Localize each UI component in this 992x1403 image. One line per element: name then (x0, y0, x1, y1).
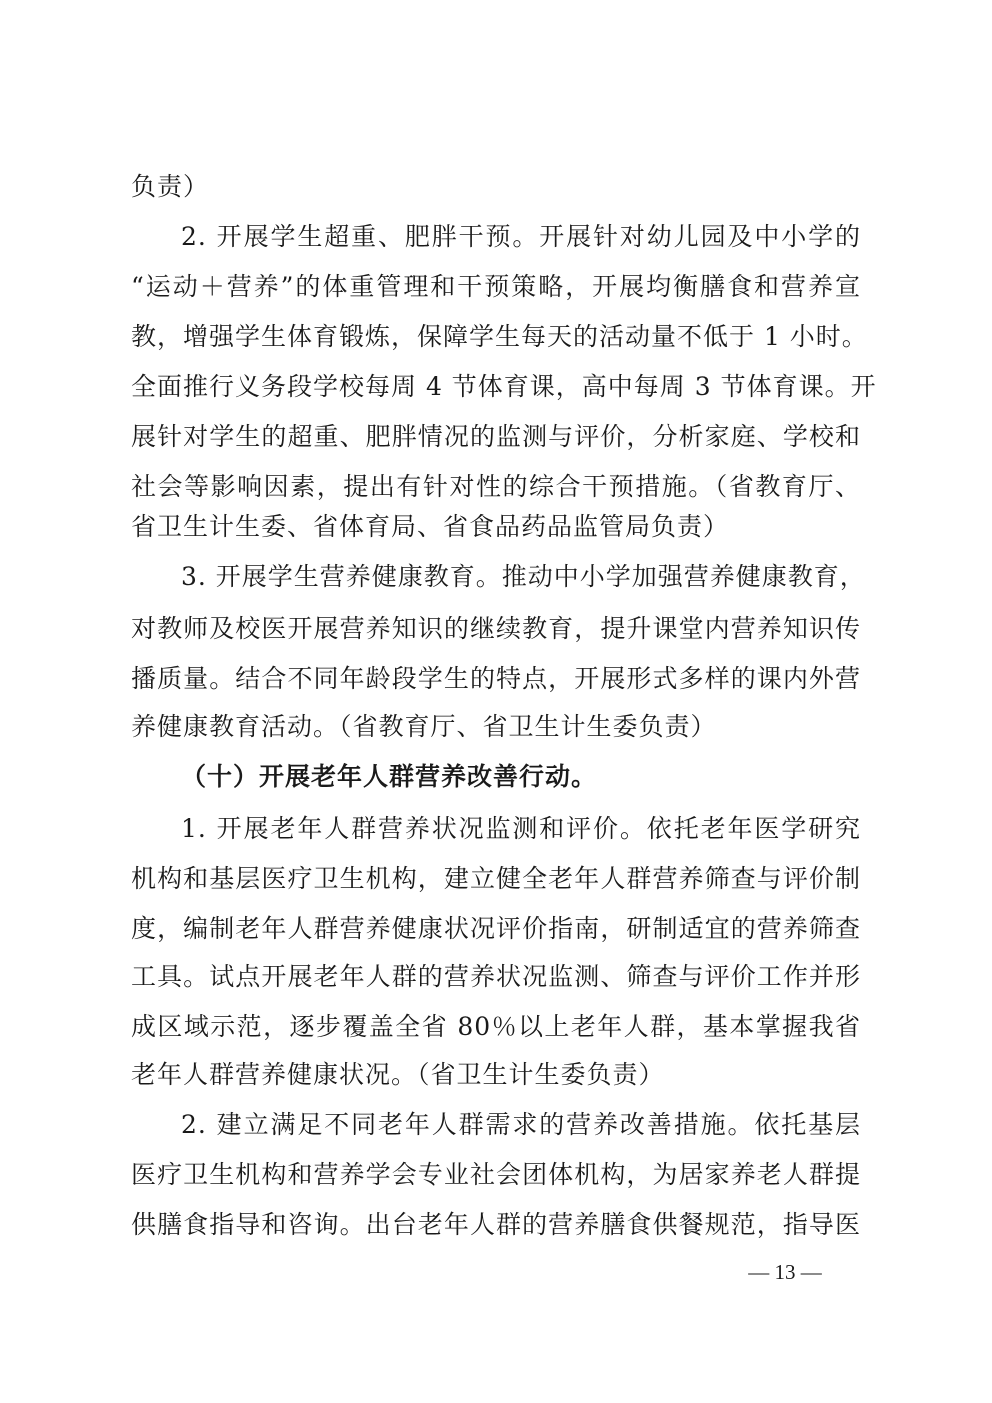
text-line: 医疗卫生机构和营养学会专业社会团体机构，为居家养老人群提 (131, 1160, 861, 1189)
section-heading: （十）开展老年人群营养改善行动。 (181, 762, 598, 791)
text-line: 2. 开展学生超重、肥胖干预。开展针对幼儿园及中小学的 (181, 222, 861, 251)
text-line: “运动＋营养”的体重管理和干预策略，开展均衡膳食和营养宣 (131, 272, 861, 301)
text-line: 3. 开展学生营养健康教育。推动中小学加强营养健康教育， (181, 562, 866, 591)
text-line: 成区域示范，逐步覆盖全省 80％以上老年人群，基本掌握我省 (131, 1012, 861, 1041)
text-line: 全面推行义务段学校每周 4 节体育课，高中每周 3 节体育课。开 (131, 372, 877, 401)
text-line: 展针对学生的超重、肥胖情况的监测与评价，分析家庭、学校和 (131, 422, 861, 451)
text-line: 对教师及校医开展营养知识的继续教育，提升课堂内营养知识传 (131, 614, 861, 643)
text-line: 度，编制老年人群营养健康状况评价指南，研制适宜的营养筛查 (131, 914, 861, 943)
text-line: 工具。试点开展老年人群的营养状况监测、筛查与评价工作并形 (131, 962, 861, 991)
text-line: 播质量。结合不同年龄段学生的特点，开展形式多样的课内外营 (131, 664, 861, 693)
text-line: 负责） (131, 172, 210, 201)
text-line: 教，增强学生体育锻炼，保障学生每天的活动量不低于 1 小时。 (131, 322, 868, 351)
text-line: 社会等影响因素，提出有针对性的综合干预措施。（省教育厅、 (131, 472, 861, 501)
text-line: 机构和基层医疗卫生机构，建立健全老年人群营养筛查与评价制 (131, 864, 861, 893)
text-line: 养健康教育活动。（省教育厅、省卫生计生委负责） (131, 712, 717, 741)
text-line: 供膳食指导和咨询。出台老年人群的营养膳食供餐规范，指导医 (131, 1210, 861, 1239)
text-line: 老年人群营养健康状况。（省卫生计生委负责） (131, 1060, 665, 1089)
page-number: — 13 — (748, 1260, 822, 1284)
text-line: 2. 建立满足不同老年人群需求的营养改善措施。依托基层 (181, 1110, 861, 1139)
text-line: 省卫生计生委、省体育局、省食品药品监管局负责） (131, 512, 730, 541)
text-line: 1. 开展老年人群营养状况监测和评价。依托老年医学研究 (181, 814, 861, 843)
